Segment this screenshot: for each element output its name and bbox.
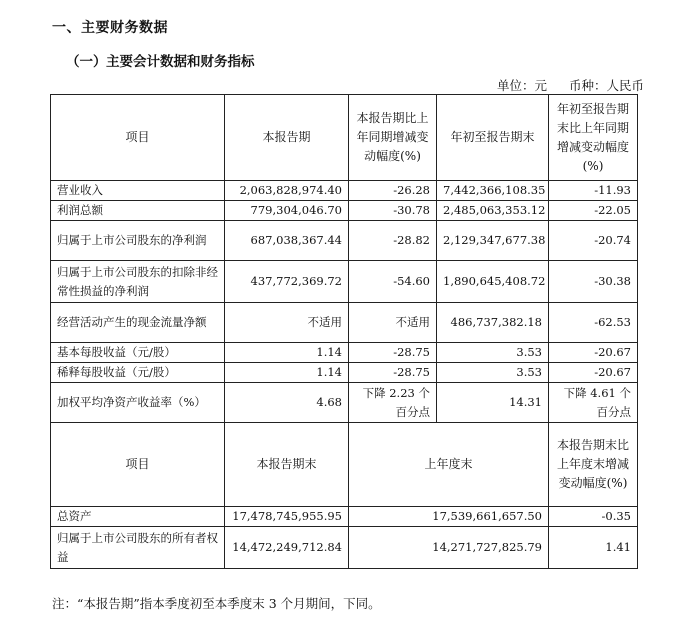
row-item: 归属于上市公司股东的净利润	[51, 221, 225, 261]
row-item: 营业收入	[51, 181, 225, 201]
table-row	[51, 507, 638, 527]
financial-table	[50, 94, 638, 569]
table-row	[51, 221, 638, 261]
row-change: -0.35	[549, 507, 638, 527]
row-ytd: 2,485,063,353.12	[437, 201, 549, 221]
row-item: 经营活动产生的现金流量净额	[51, 303, 225, 343]
row-change: 1.41	[549, 527, 638, 569]
table-row	[51, 343, 638, 363]
row-ytd: 486,737,382.18	[437, 303, 549, 343]
header-item: 项目	[51, 95, 225, 181]
table-row	[51, 383, 638, 423]
subsection-text: 主要会计数据和财务指标	[106, 54, 255, 70]
row-ytd: 3.53	[437, 363, 549, 383]
row-ytd-yoy: -11.93	[549, 181, 638, 201]
row-current: 4.68	[225, 383, 349, 423]
header-current: 本报告期	[225, 95, 349, 181]
row-ytd-yoy: -20.67	[549, 343, 638, 363]
table-header-row	[51, 95, 638, 181]
currency-label: 币种：人民币	[568, 78, 644, 93]
row-yoy: 不适用	[349, 303, 437, 343]
row-prior-year-end: 17,539,661,657.50	[349, 507, 549, 527]
table-row	[51, 303, 638, 343]
row-item: 归属于上市公司股东的所有者权益	[51, 527, 225, 569]
row-period-end: 14,472,249,712.84	[225, 527, 349, 569]
subsection-title	[66, 50, 255, 70]
row-current: 1.14	[225, 343, 349, 363]
table-row	[51, 363, 638, 383]
row-item: 归属于上市公司股东的扣除非经常性损益的净利润	[51, 261, 225, 303]
row-yoy: -28.75	[349, 363, 437, 383]
header2-change: 本报告期末比上年度末增减变动幅度(%)	[549, 423, 638, 507]
row-period-end: 17,478,745,955.95	[225, 507, 349, 527]
table-row	[51, 527, 638, 569]
unit-line	[475, 76, 644, 94]
unit-label: 单位：元	[496, 78, 547, 93]
section-title: 一、主要财务数据	[52, 20, 168, 36]
subsection-number: （一）	[66, 54, 107, 70]
row-current: 不适用	[225, 303, 349, 343]
footnote: 注：“本报告期”指本季度初至本季度末 3 个月期间，下同。	[52, 596, 381, 611]
row-current: 687,038,367.44	[225, 221, 349, 261]
table-row	[51, 181, 638, 201]
row-yoy: 下降 2.23 个百分点	[349, 383, 437, 423]
row-ytd-yoy: 下降 4.61 个百分点	[549, 383, 638, 423]
row-current: 437,772,369.72	[225, 261, 349, 303]
table-row	[51, 201, 638, 221]
row-ytd-yoy: -20.67	[549, 363, 638, 383]
row-yoy: -54.60	[349, 261, 437, 303]
header2-period-end: 本报告期末	[225, 423, 349, 507]
row-ytd-yoy: -62.53	[549, 303, 638, 343]
row-current: 779,304,046.70	[225, 201, 349, 221]
header-ytd: 年初至报告期末	[437, 95, 549, 181]
row-item: 加权平均净资产收益率（%）	[51, 383, 225, 423]
header-ytd-yoy: 年初至报告期末比上年同期增减变动幅度(%)	[549, 95, 638, 181]
header-yoy: 本报告期比上年同期增减变动幅度(%)	[349, 95, 437, 181]
row-item: 利润总额	[51, 201, 225, 221]
table-row	[51, 261, 638, 303]
row-ytd: 2,129,347,677.38	[437, 221, 549, 261]
row-ytd: 1,890,645,408.72	[437, 261, 549, 303]
row-item: 基本每股收益（元/股）	[51, 343, 225, 363]
header2-item: 项目	[51, 423, 225, 507]
row-current: 1.14	[225, 363, 349, 383]
row-ytd-yoy: -20.74	[549, 221, 638, 261]
row-item: 稀释每股收益（元/股）	[51, 363, 225, 383]
table-header-row-2	[51, 423, 638, 507]
row-ytd-yoy: -22.05	[549, 201, 638, 221]
row-yoy: -26.28	[349, 181, 437, 201]
row-yoy: -28.75	[349, 343, 437, 363]
row-ytd-yoy: -30.38	[549, 261, 638, 303]
header2-prior-year-end: 上年度末	[349, 423, 549, 507]
row-item: 总资产	[51, 507, 225, 527]
row-yoy: -28.82	[349, 221, 437, 261]
row-ytd: 3.53	[437, 343, 549, 363]
row-ytd: 7,442,366,108.35	[437, 181, 549, 201]
row-prior-year-end: 14,271,727,825.79	[349, 527, 549, 569]
row-current: 2,063,828,974.40	[225, 181, 349, 201]
row-ytd: 14.31	[437, 383, 549, 423]
row-yoy: -30.78	[349, 201, 437, 221]
